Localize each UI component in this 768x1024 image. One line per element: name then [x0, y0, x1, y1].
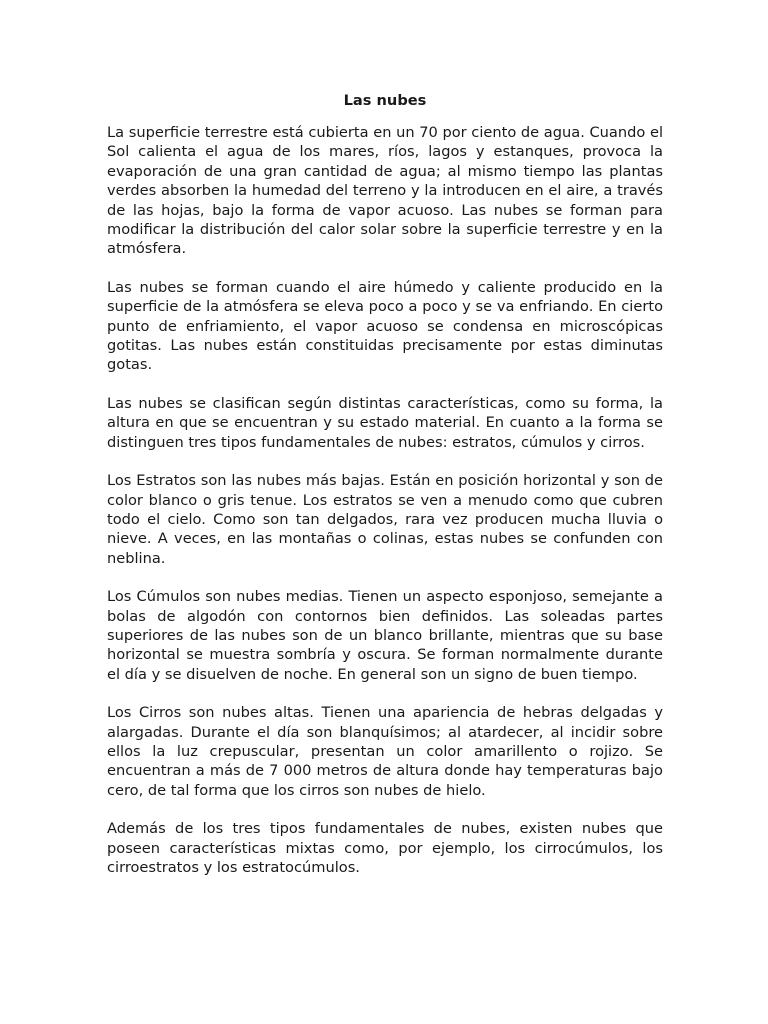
- document-page: [107, 90, 663, 896]
- paragraph-cumulus: Los Cúmulos son nubes medias. Tienen un aspecto esponjoso, semejante a bolas de algodón con contornos bien definidos. Las soleadas partes superiores de las nubes son de un blanco brillante, mientras que su base horizontal se muestra sombría y oscura. Se forman normalmente durante el día y se disuelven de noche. En general son un signo de buen tiempo.: [107, 588, 663, 683]
- paragraph-cloud-formation: Las nubes se forman cuando el aire húmedo y caliente producido en la superficie de la atmósfera se eleva poco a poco y se va enfriando. En cierto punto de enfriamiento, el vapor acuoso se condensa en microscópicas gotitas. Las nubes están constituidas precisamente por estas diminutas gotas.: [107, 278, 663, 374]
- paragraph-water-evaporation: La superficie terrestre está cubierta en un 70 por ciento de agua. Cuando el Sol calienta el agua de los mares, ríos, lagos y estanques, provoca la evaporación de una gran cantidad de agua; al mismo tiempo las plantas verdes absorben la humedad del terreno y la introducen en el aire, a través de las hojas, bajo la forma de vapor acuoso. Las nubes se forman para modificar la distribución del calor solar sobre la superficie terrestre y en la atmósfera.: [107, 124, 663, 258]
- paragraph-cloud-classification: Las nubes se clasifican según distintas características, como su forma, la altura en que se encuentran y su estado material. En cuanto a la forma se distinguen tres tipos fundamentales de nubes: estratos, cúmulos y cirros.: [107, 394, 663, 451]
- paragraph-cirrus: Los Cirros son nubes altas. Tienen una apariencia de hebras delgadas y alargadas. Durante el día son blanquísimos; al atardecer, al incidir sobre ellos la luz crepuscular, presentan un color amarillento o rojizo. Se encuentran a más de 7 000 metros de altura donde hay temperaturas bajo cero, de tal forma que los cirros son nubes de hielo.: [107, 704, 663, 799]
- paragraph-stratus: Los Estratos son las nubes más bajas. Están en posición horizontal y son de color blanco o gris tenue. Los estratos se ven a menudo como que cubren todo el cielo. Como son tan delgados, rara vez producen mucha lluvia o nieve. A veces, en las montañas o colinas, estas nubes se confunden con neblina.: [107, 472, 663, 567]
- document-title: Las nubes: [343, 92, 427, 109]
- paragraph-mixed-clouds: Además de los tres tipos fundamentales de nubes, existen nubes que poseen características mixtas como, por ejemplo, los cirrocúmulos, los cirroestratos y los estratocúmulos.: [107, 820, 663, 876]
